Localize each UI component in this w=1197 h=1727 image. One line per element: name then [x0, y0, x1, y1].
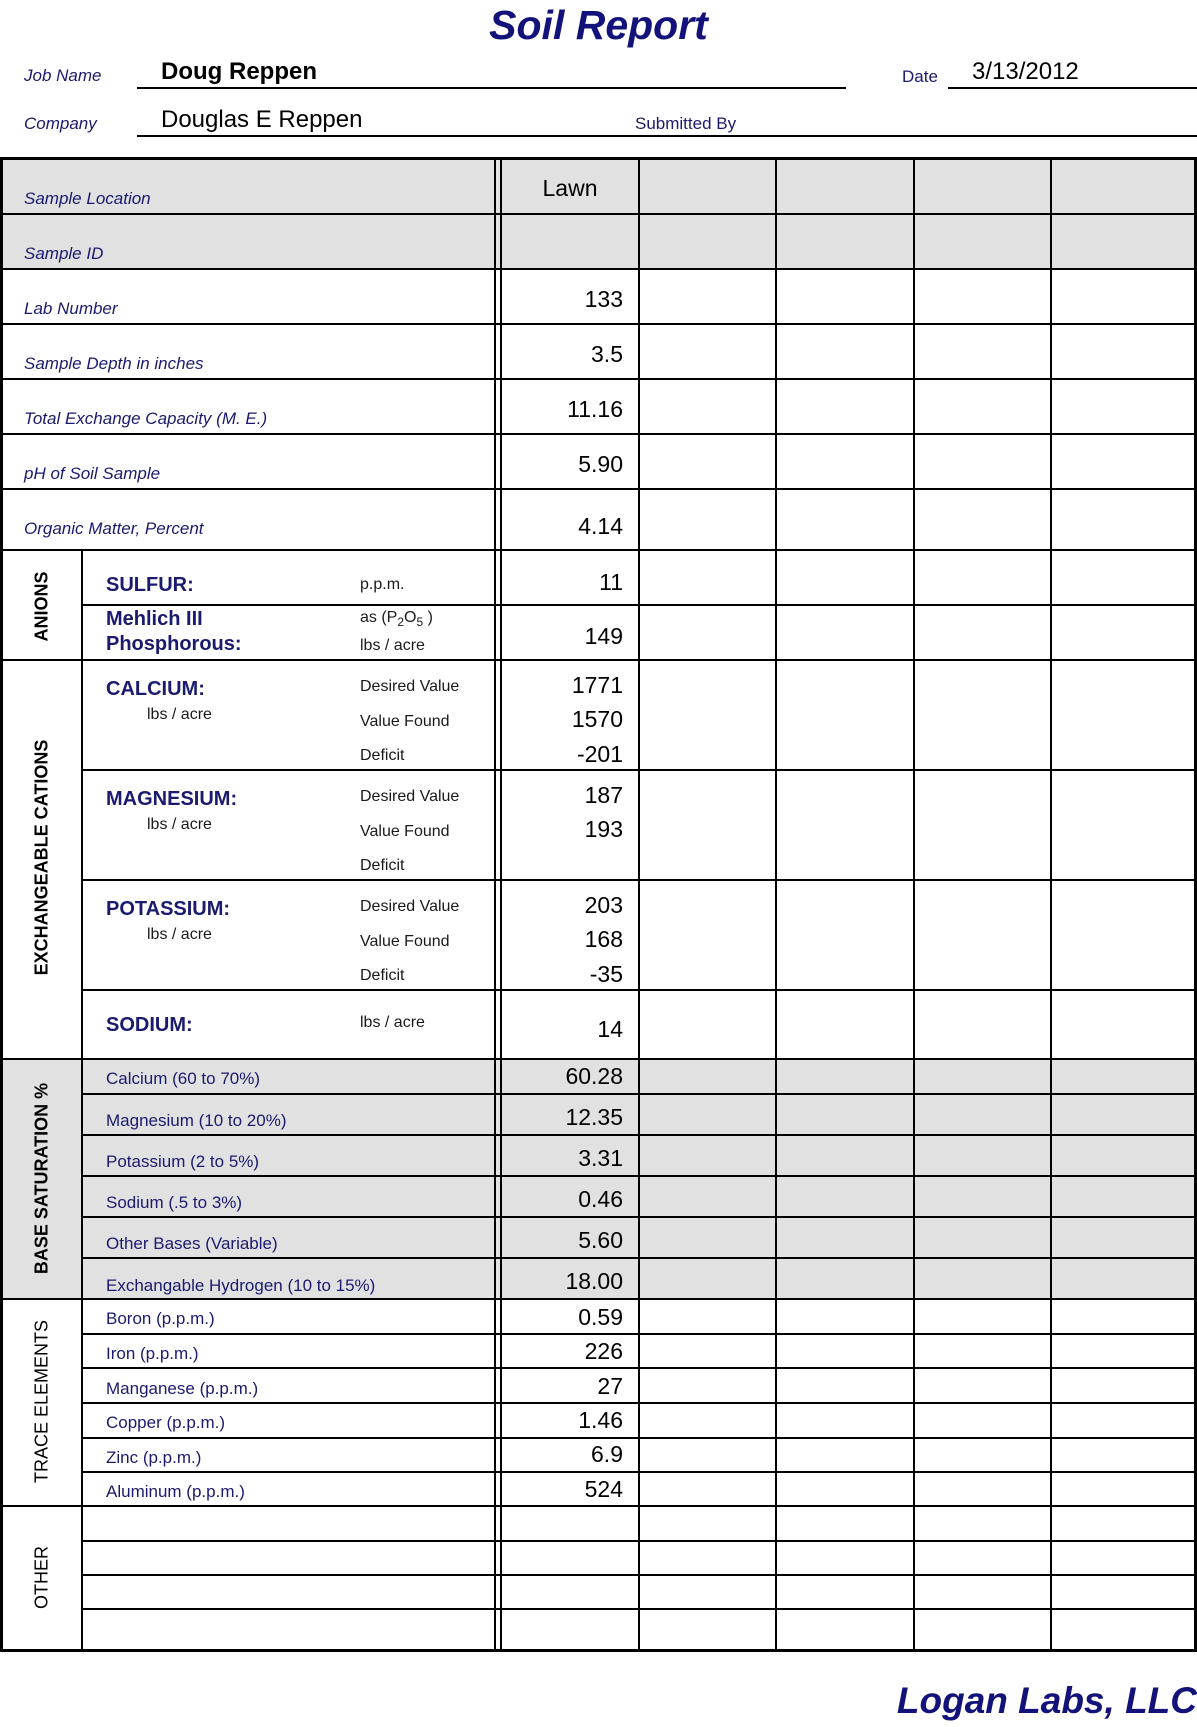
row-line [0, 1505, 1197, 1507]
base-sat-value: 3.31 [578, 1145, 623, 1171]
date-value: 3/13/2012 [972, 58, 1079, 85]
phosphorous-unit-line1: as ($P_2O_5$ ) [360, 609, 433, 630]
phosphorous-value: 149 [584, 623, 623, 649]
sample-depth-label: Sample Depth in inches [24, 354, 204, 373]
base-sat-value: 0.46 [578, 1186, 623, 1212]
magnesium-desired-value: 187 [584, 782, 623, 808]
trace-elements-section-label: TRACE ELEMENTS [31, 1319, 52, 1484]
row-line [81, 1540, 1197, 1542]
company-underline [137, 135, 1197, 137]
row-line [0, 549, 1197, 551]
row-line [81, 1367, 1197, 1369]
row-line [81, 1216, 1197, 1218]
row-line [0, 1298, 1197, 1300]
phosphorous-unit-line2: lbs / acre [360, 637, 425, 654]
calcium-name: CALCIUM: [106, 678, 205, 700]
base-sat-label: Potassium (2 to 5%) [106, 1152, 260, 1171]
tec-value: 11.16 [567, 396, 623, 422]
organic-matter-label: Organic Matter, Percent [24, 519, 204, 538]
row-line [81, 1402, 1197, 1404]
calcium-unit: lbs / acre [147, 706, 212, 723]
base-sat-label: Exchangable Hydrogen (10 to 15%) [106, 1276, 376, 1295]
company-label: Company [24, 114, 97, 133]
base-sat-value: 18.00 [565, 1268, 623, 1294]
calcium-desired-label: Desired Value [360, 678, 460, 695]
magnesium-deficit-label: Deficit [360, 857, 405, 874]
sulfur-unit: p.p.m. [360, 576, 405, 593]
row-line [81, 1608, 1197, 1610]
other-section-label: OTHER [31, 1546, 52, 1609]
company-value: Douglas E Reppen [161, 106, 363, 133]
table-top-border [0, 157, 1197, 160]
potassium-desired-label: Desired Value [360, 898, 460, 915]
phosphorous-name-line1: Mehlich III [106, 608, 203, 630]
col-divider-d [775, 157, 777, 1652]
base-saturation-section-label: BASE SATURATION % [31, 1082, 52, 1275]
col-divider-e [913, 157, 915, 1652]
job-name-label: Job Name [24, 66, 102, 85]
calcium-found-label: Value Found [360, 713, 450, 730]
lab-number-label: Lab Number [24, 299, 118, 318]
potassium-found-value: 168 [584, 926, 623, 952]
row-line [0, 323, 1197, 325]
row-line [81, 1175, 1197, 1177]
trace-label: Boron (p.p.m.) [106, 1309, 215, 1328]
job-name-value: Doug Reppen [161, 58, 317, 85]
base-sat-label: Calcium (60 to 70%) [106, 1069, 261, 1088]
sample-id-label: Sample ID [24, 244, 104, 263]
row-line [0, 268, 1197, 270]
phosphorous-name-line2: Phosphorous: [106, 633, 242, 655]
sulfur-value: 11 [599, 569, 623, 595]
row-line [0, 659, 1197, 661]
row-line [81, 1437, 1197, 1439]
cations-section-label: EXCHANGEABLE CATIONS [31, 739, 52, 976]
potassium-deficit-value: -35 [589, 961, 623, 987]
row-line [81, 1134, 1197, 1136]
trace-label: Zinc (p.p.m.) [106, 1448, 202, 1467]
submitted-by-label: Submitted By [635, 114, 737, 133]
row-line [0, 378, 1197, 380]
section-label-divider [81, 550, 83, 1652]
ph-label: pH of Soil Sample [24, 464, 161, 483]
sample-location-label: Sample Location [24, 189, 151, 208]
magnesium-desired-label: Desired Value [360, 788, 460, 805]
row-line [81, 769, 1197, 771]
potassium-found-label: Value Found [360, 933, 450, 950]
row-line [0, 1058, 1197, 1060]
lab-name-footer: Logan Labs, LLC [896, 1680, 1197, 1721]
table-left-border [0, 157, 3, 1652]
calcium-deficit-label: Deficit [360, 747, 405, 764]
sodium-value: 14 [597, 1016, 623, 1042]
report-title: Soil Report [489, 2, 708, 48]
row-line [0, 488, 1197, 490]
trace-value: 524 [584, 1476, 623, 1502]
trace-value: 0.59 [578, 1304, 623, 1330]
base-sat-label: Sodium (.5 to 3%) [106, 1193, 243, 1212]
calcium-found-value: 1570 [571, 706, 623, 732]
magnesium-unit: lbs / acre [147, 816, 212, 833]
row-line [81, 989, 1197, 991]
calcium-deficit-value: -201 [576, 741, 623, 767]
potassium-desired-value: 203 [584, 892, 623, 918]
base-sat-value: 12.35 [565, 1104, 623, 1130]
col-divider-a [494, 157, 496, 1652]
lab-number-value: 133 [584, 286, 623, 312]
col-divider-f [1050, 157, 1052, 1652]
col-divider-c [638, 157, 640, 1652]
row-line [81, 879, 1197, 881]
row-line [81, 1333, 1197, 1335]
sample-depth-value: 3.5 [591, 341, 623, 367]
base-sat-value: 5.60 [578, 1227, 623, 1253]
row-line [81, 1093, 1197, 1095]
base-sat-value: 60.28 [565, 1063, 623, 1089]
trace-label: Iron (p.p.m.) [106, 1344, 199, 1363]
trace-value: 27 [597, 1373, 623, 1399]
sample-location-value: Lawn [542, 175, 598, 201]
trace-label: Manganese (p.p.m.) [106, 1379, 259, 1398]
calcium-desired-value: 1771 [571, 672, 623, 698]
base-sat-label: Other Bases (Variable) [106, 1234, 278, 1253]
magnesium-found-value: 193 [584, 816, 623, 842]
row-line [81, 1574, 1197, 1576]
trace-value: 1.46 [578, 1407, 623, 1433]
trace-label: Aluminum (p.p.m.) [106, 1482, 245, 1501]
base-sat-label: Magnesium (10 to 20%) [106, 1111, 287, 1130]
potassium-unit: lbs / acre [147, 926, 212, 943]
row-line [81, 604, 1197, 606]
row-line [0, 213, 1197, 215]
magnesium-found-label: Value Found [360, 823, 450, 840]
organic-matter-value: 4.14 [578, 513, 623, 539]
shade-base-saturation [0, 1059, 1197, 1299]
row-line [81, 1257, 1197, 1259]
tec-label: Total Exchange Capacity (M. E.) [24, 409, 268, 428]
table-bottom-border [0, 1649, 1197, 1652]
trace-value: 226 [584, 1338, 623, 1364]
potassium-name: POTASSIUM: [106, 898, 231, 920]
col-divider-b [500, 157, 502, 1652]
row-line [81, 1471, 1197, 1473]
sodium-name: SODIUM: [106, 1014, 193, 1036]
anions-section-label: ANIONS [31, 571, 52, 642]
date-underline [948, 87, 1197, 89]
sulfur-name: SULFUR: [106, 574, 194, 596]
date-label: Date [902, 67, 938, 86]
job-name-underline [137, 87, 846, 89]
trace-value: 6.9 [591, 1441, 623, 1467]
trace-label: Copper (p.p.m.) [106, 1413, 226, 1432]
magnesium-name: MAGNESIUM: [106, 788, 238, 810]
potassium-deficit-label: Deficit [360, 967, 405, 984]
ph-value: 5.90 [578, 451, 623, 477]
sodium-unit: lbs / acre [360, 1014, 425, 1031]
row-line [0, 433, 1197, 435]
